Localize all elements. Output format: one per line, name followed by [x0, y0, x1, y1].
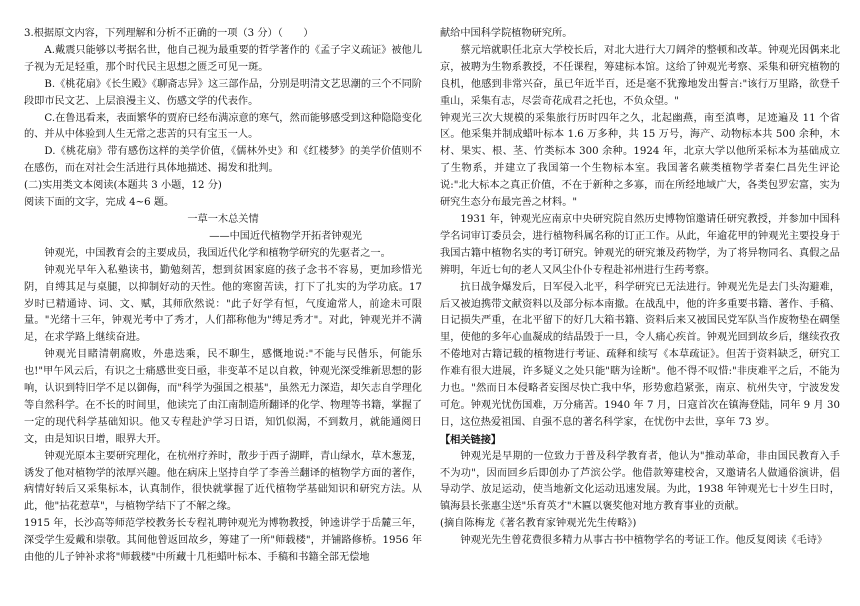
- instruction: 阅读下面的文字，完成 4~6 题。: [24, 197, 175, 209]
- paragraph: 蔡元培就职任北京大学校长后，对北大进行大刀阔斧的整顿和改革。钟观光因偶来北京，被聘为生物系教授，不任课程，筹建标本馆。这给了钟观光考察、采集和研究植物的良机，他感到非常兴奋，虽已年近半百，还是毫不犹豫地发出誓言:"该行万里路，欲登千重山，采集有志，尽尝奇花成君之托也，不负众望。": [440, 44, 840, 107]
- paragraph: 钟观光先生曾花费很多精力从事古书中植物学名的考证工作。他反复阅读《毛诗》: [460, 535, 828, 547]
- right-column: [440, 26, 840, 550]
- section-title: (二)实用类文本阅读(本题共 3 小题，12 分): [24, 180, 222, 192]
- option-b: B.《桃花扇》《长生殿》《聊斋志异》这三部作品，分别是明清文艺思潮的三个不同阶段即市民文艺、上层浪漫主义、伤感文学的代表作。: [24, 78, 422, 107]
- paragraph: 1915 年，长沙高等师范学校教务长专程礼聘钟观光为博物教授，钟逵讲学于岳麓三年，深受学生爱戴和崇敬。其间他曾返回故乡，筹建了一所"师载楼"，并铺路修桥。1956 年由他的儿子钟补求将"师载楼"中所藏十几柜蜡叶标本、手稿和书籍全部无偿地: [24, 518, 422, 564]
- paragraph: 钟观光原本主要研究理化，在杭州疗养时，散步于西子湖畔，青山绿水，草木葱茏，诱发了他对植物学的浓厚兴趣。他在病床上坚持自学了李善兰翻译的植物学方面的著作，病情好转后又采集标本，认真制作，很快就掌握了近代植物学基础知识和研究方法。从此，他"拈花惹草"，与植物学结下了不解之缘。: [24, 450, 422, 513]
- option-a: A.戴震只能够以考据名世，他自己视为最重要的哲学著作的《孟子字义疏证》被他儿子视为无足轻重，那个时代民主思想之匮乏可见一斑。: [24, 44, 422, 73]
- source-citation: (摘自陈梅龙《著名教育家钟观光先生传略》): [440, 518, 637, 530]
- paragraph: 献给中国科学院植物研究所。: [440, 28, 573, 39]
- paragraph: 1931 年，钟观光应南京中央研究院自然历史博物馆邀请任研究教授，并参加中国科学名词审订委员会，进行植物科属名称的订正工作。从此，年逾花甲的钟观光主要投身于我国古籍中植物名实的考订研究。钟观光的研究兼及药物学，为了将异物同名、真假之品辨明，年近七旬的老人又风尘仆仆专程赴祁州进行生药考察。: [440, 213, 840, 276]
- question-3: 3.根据原文内容，下列理解和分析不正确的一项（3 分）（ ）: [24, 28, 314, 39]
- paragraph: 钟观光是早期的一位致力于普及科学教育者，他认为"推动革命，非由国民教育入手不为功"，因而回乡后即创办了芦滨公学。他借款筹建校舍，又邀请名人做通俗演讲，倡导动学、放足运动，使当地新文化运动迅速发展。为此，1938 年钟观光七十岁生日时，镇海县长张惠尘送"乐育英才"木匾以褒奖他对地方教育事业的贡献。: [440, 450, 840, 513]
- article-subtitle: ——中国近代植物学开拓者钟观光: [209, 230, 362, 242]
- paragraph: 钟观光目睹清朝腐败，外患迭乘，民不聊生，感慨地说:"不能与民偕乐，何能乐也!"甲午风云后，有识之士痛感世变日亟，非变革不足以自救，钟观光深受维新思想的影响，认识到特旧学不足以御侮，而"科学为强国之根基"，虽然无力深造，却矢志自学理化等自然科学。在不长的时间里，他读完了由江南制造所翻译的化学、物理等书籍，掌握了一定的现代科学基础知识。他又专程赴沪学习日语，知饥似渴，不到数月，就能通阅日文，由是知识日增，眼界大开。: [24, 349, 422, 445]
- related-links-heading: 【相关链接】: [440, 433, 502, 446]
- paragraph: 钟观光早年入私塾读书，勤勉刻苦，想到贫困家庭的孩子念书不容易，更加珍惜光阴，自缚其足与桌腿，以抑制好动的天性。他的寒窗苦读，打下了扎实的为学功底。17 岁时已精通诗、词、文、赋，其师欣然说："此子好学有恒，气度逾常人，前途未可限量。"光绪十三年，钟观光考中了秀才，人们都称他为"缚足秀才"。对此，钟观光并不满足，在求学路上继续奋进。: [24, 264, 422, 344]
- option-d: D.《桃花扇》带有感伤这样的美学价值，《儒林外史》和《红楼梦》的美学价值则不在感伤，而在对社会生活进行具体地描述、揭发和批判。: [24, 146, 422, 175]
- paragraph: 钟观光三次大规模的采集旅行历时四年之久，北起幽燕，南至滇粤，足迹遍及 11 个省区。他采集并制成蜡叶标本 1.6 万多种，共 15 万号，海产、动物标本共 500 余种，木材、果实、根、茎、竹类标本 300 余种。1924 年，北京大学以他所采标本为基础成立了生物系，并建立了我国第一个生物标本室。我国著名蕨类植物学者秦仁昌先生评论说:"北大标本之真正价值，不在于新种之多寡，而在所经地域广大，各类包罗宏富，实为研究生态分布最完善之材料。": [440, 112, 840, 209]
- article-title: 一草一木总关情: [187, 213, 259, 225]
- option-c: C.在鲁迅看来，表面繁华的贾府已经布满凉意的寒气，然而能够感受到这种隐隐变化的、并从中体验到人生无常之悲苦的只有宝玉一人。: [24, 112, 422, 141]
- paragraph: 钟观光，中国教育会的主要成员，我国近代化学和植物学研究的先驱者之一。: [44, 247, 391, 259]
- paragraph: 抗日战争爆发后，日军侵入北平，科学研究已无法进行。钟观光先是去门头沟避难，后又被迫携带文献资料以及部分标本南撤。在战乱中，他的许多重要书籍、著作、手稿、日记损失严重，在北平留下的好几大箱书籍、资料后来又被国民党军队当作废物垫在碉堡里，使他的多年心血凝成的结晶毁于一旦，令人痛心疾首。钟观光回到故乡后，继续孜孜不倦地对古籍记载的植物进行考证、疏释和续写《本草疏证》。但苦于资料缺乏，研究工作难有很大进展，许多疑义之处只能"瞎为诠断"。他不得不叹惜:"非庚难平之后，不能为力也。"然而日本侵略者妄图尽快亡我中华，形势愈趋紧张，南京、杭州失守，宁波发发可危。钟观光忧伤国难，万分痛苦。1940 年 7 月，日寇首次在镇海登陆，同年 9 月 30 日，这位热爱祖国、自强不息的著名科学家，在忧伤中去世，享年 73 岁。: [440, 281, 840, 428]
- left-column: [24, 26, 422, 567]
